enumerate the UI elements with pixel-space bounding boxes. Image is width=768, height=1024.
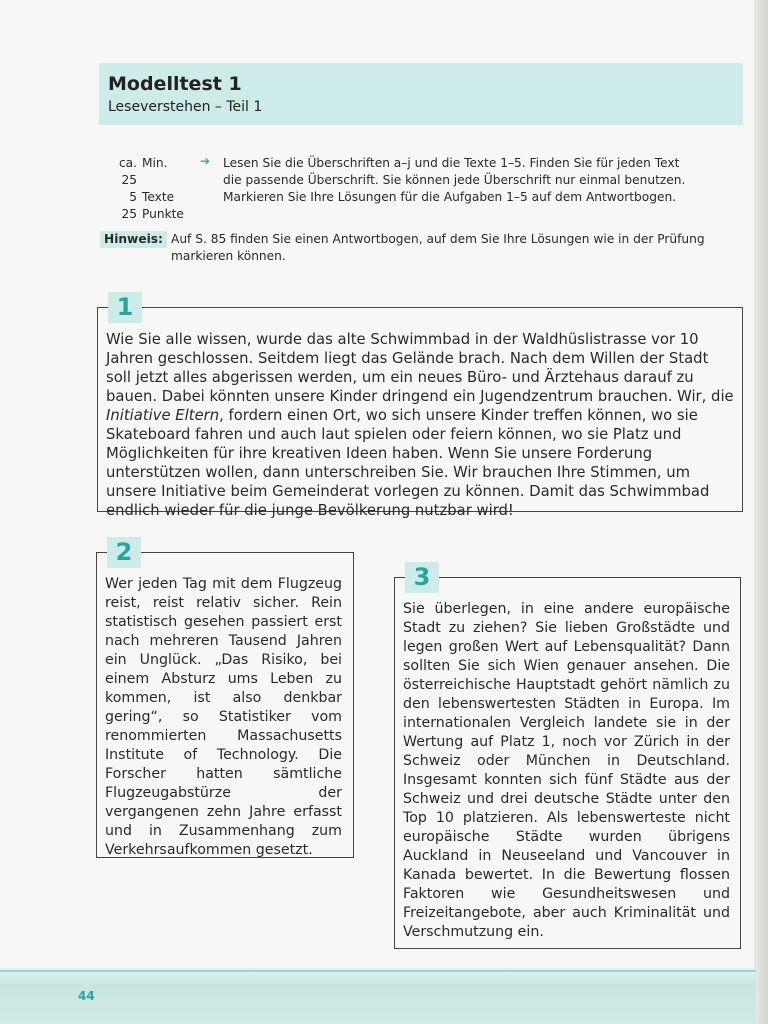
meta-row — [100, 189, 192, 206]
meta-number: 5 — [129, 190, 137, 204]
page-number: 44 — [78, 989, 95, 1003]
initiative-name: Initiative Eltern — [106, 407, 220, 424]
text-box-2 — [96, 538, 354, 858]
instruction-line: Markieren Sie Ihre Lösungen für die Aufgaben 1–5 auf dem Antwortbogen. — [223, 190, 677, 204]
meta-number: ca. 25 — [118, 156, 137, 187]
meta-number: 25 — [121, 207, 137, 221]
instruction-line: Lesen Sie die Überschriften a–j und die Texte 1–5. Finden Sie für jeden Text — [223, 156, 680, 170]
page-title: Modelltest 1 — [108, 73, 242, 95]
text-body: Sie überlegen, in eine andere europäische Stadt zu ziehen? Sie lieben Großstädte und legen großen Wert auf Lebensqualität? Dann sollten Sie sich Wien genauer ansehen. Die österreichische Hauptstadt gehört nämlich zu den lebenswertesten Städten in Europa. Im internationalen Vergleich landete sie in der Wertung auf Platz 1, noch vor Zürich in der Schweiz oder München in Deutschland. Insgesamt konnten sich fünf Städte aus der Schweiz und drei deutsche Städte unter den Top 10 platzieren. Als lebenswerteste nicht europäische Städte wurden übrigens Auckland in Neuseeland und Vancouver in Kanada bewertet. In die Bewertung flossen Faktoren wie Gesundheitswesen und Freizeitangebote, aber auch Kriminalität und Verschmutzung ein. — [403, 601, 730, 940]
instruction-line: die passende Überschrift. Sie können jede Überschrift nur einmal benutzen. — [223, 173, 686, 187]
text-box-1 — [97, 293, 743, 519]
text-body: Wer jeden Tag mit dem Flugzeug reist, reist relativ sicher. Rein statistisch gesehen passiert erst nach mehreren Tausend Jahren ein Unglück. „Das Risiko, bei einem Absturz ums Leben zu kommen, ist also denkbar gering“, so Statistiker vom renommierten Massachusetts Institute of Technology. Die Forscher hatten sämtliche Flugzeugabstürze der vergangenen zehn Jahre erfasst und in Zusammenhang zum Verkehrsaufkommen gesetzt. — [105, 576, 342, 858]
text-body-part: , fordern einen Ort, wo sich unsere Kinder treffen können, wo sie Skateboard fahren und auch laut spielen oder feiern können, wo sie Platz und Möglichkeiten für ihre kreativen Ideen haben. Wenn Sie unsere Forderung unterstützen wollen, dann unterschreiben Sie. Wir brauchen Ihre Stimmen, um unsere Initiative beim Gemeinderat vorlegen zu können. Damit das Schwimmbad endlich wieder für die junge Bevölkerung nutzbar wird! — [106, 407, 710, 519]
text-number: 3 — [405, 562, 439, 593]
hint-label: Hinweis: — [100, 231, 167, 248]
text-number: 1 — [108, 292, 142, 323]
section-header — [99, 63, 743, 125]
meta-row — [100, 206, 192, 223]
arrow-right-icon: ➔ — [200, 154, 211, 168]
task-instructions — [223, 155, 723, 206]
hint-text: Auf S. 85 finden Sie einen Antwortbogen, auf dem Sie Ihre Lösungen wie in der Prüfung markieren können. — [171, 232, 705, 263]
text-number: 2 — [107, 537, 141, 568]
text-body-part: Wie Sie alle wissen, wurde das alte Schwimmbad in der Waldhüslistrasse vor 10 Jahren geschlossen. Seitdem liegt das Gelände brach. Nach dem Willen der Stadt soll jetzt alles abgerissen werden, um ein neues Büro- und Ärztehaus darauf zu bauen. Dabei könnten unsere Kinder dringend ein Jugendzentrum brauchen. Wir, die — [106, 331, 734, 405]
task-meta — [100, 155, 192, 223]
meta-unit: Texte — [142, 190, 175, 204]
text-box-3 — [394, 563, 741, 949]
meta-unit: Punkte — [142, 207, 184, 221]
page-edge — [754, 0, 768, 1024]
meta-row — [100, 155, 192, 189]
footer-band — [0, 968, 756, 1024]
text-body — [106, 330, 736, 520]
footer-divider — [0, 970, 756, 972]
meta-unit: Min. — [142, 156, 168, 170]
page-subtitle: Leseverstehen – Teil 1 — [108, 99, 263, 115]
